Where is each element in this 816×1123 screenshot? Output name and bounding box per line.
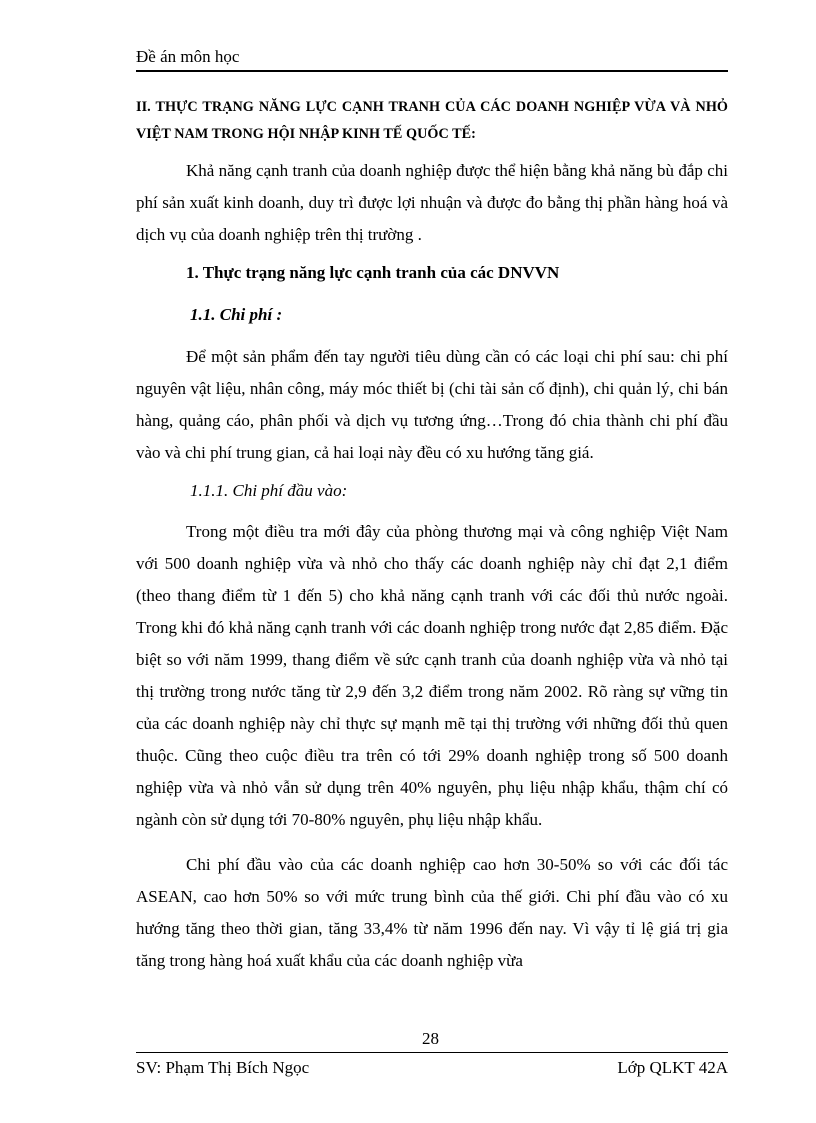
footer-class: Lớp QLKT 42A (617, 1058, 728, 1077)
header-title: Đề án môn học (136, 47, 240, 66)
cost-heading: 1.1. Chi phí : (190, 305, 283, 324)
page-header (136, 46, 728, 72)
footer-student: SV: Phạm Thị Bích Ngọc (136, 1058, 310, 1077)
cost-paragraph: Để một sản phẩm đến tay người tiêu dùng cần có các loại chi phí sau: chi phí nguyên vật liệu, nhân công, máy móc thiết bị (chi tài sản cố định), chi quản lý, chi bán hàng, quảng cáo, phân phối và dịch vụ tương ứng…Trong đó chia thành chi phí đầu vào và chi phí trung gian, cả hai loại này đều có xu hướng tăng giá. (136, 347, 728, 462)
section-title: II. THỰC TRẠNG NĂNG LỰC CẠNH TRANH CỦA CÁC DOANH NGHIỆP VỪA VÀ NHỎ VIỆT NAM TRONG HỘI NHẬP KINH TẾ QUỐC TẾ: (136, 99, 728, 142)
input-cost-paragraph-1: Trong một điều tra mới đây của phòng thương mại và công nghiệp Việt Nam với 500 doanh nghiệp vừa và nhỏ cho thấy các doanh nghiệp này chỉ đạt 2,1 điểm (theo thang điểm từ 1 đến 5) cho khả năng cạnh tranh với các đối thủ nước ngoài. Trong khi đó khả năng cạnh tranh với các doanh nghiệp trong nước đạt 2,85 điểm. Đặc biệt so với năm 1999, thang điểm về sức cạnh tranh của doanh nghiệp vừa và nhỏ tại thị trường trong nước tăng từ 2,9 đến 3,2 điểm trong năm 2002. Rõ ràng sự vững tin của các doanh nghiệp này chỉ thực sự mạnh mẽ tại thị trường với những đối thủ quen thuộc. Cũng theo cuộc điều tra trên có tới 29% doanh nghiệp trong số 500 doanh nghiệp vừa và nhỏ vẫn sử dụng trên 40% nguyên, phụ liệu nhập khẩu, thậm chí có ngành còn sử dụng tới 70-80% nguyên, phụ liệu nhập khẩu. (136, 522, 728, 829)
input-cost-paragraph-2: Chi phí đầu vào của các doanh nghiệp cao hơn 30-50% so với các đối tác ASEAN, cao hơn 50% so với mức trung bình của thế giới. Chi phí đầu vào có xu hướng tăng theo thời gian, tăng 33,4% từ năm 1996 đến nay. Vì vậy tỉ lệ giá trị gia tăng trong hàng hoá xuất khẩu của các doanh nghiệp vừa (136, 855, 728, 970)
page-footer (136, 1029, 728, 1077)
page-content (136, 94, 728, 990)
input-cost-heading: 1.1.1. Chi phí đầu vào: (190, 481, 348, 500)
subsection-heading: 1. Thực trạng năng lực cạnh tranh của các DNVVN (186, 263, 560, 282)
page-number: 28 (422, 1029, 439, 1048)
intro-paragraph: Khả năng cạnh tranh của doanh nghiệp được thể hiện bằng khả năng bù đắp chi phí sản xuất kinh doanh, duy trì được lợi nhuận và được đo bằng thị phần hàng hoá và dịch vụ của doanh nghiệp trên thị trường . (136, 161, 728, 244)
